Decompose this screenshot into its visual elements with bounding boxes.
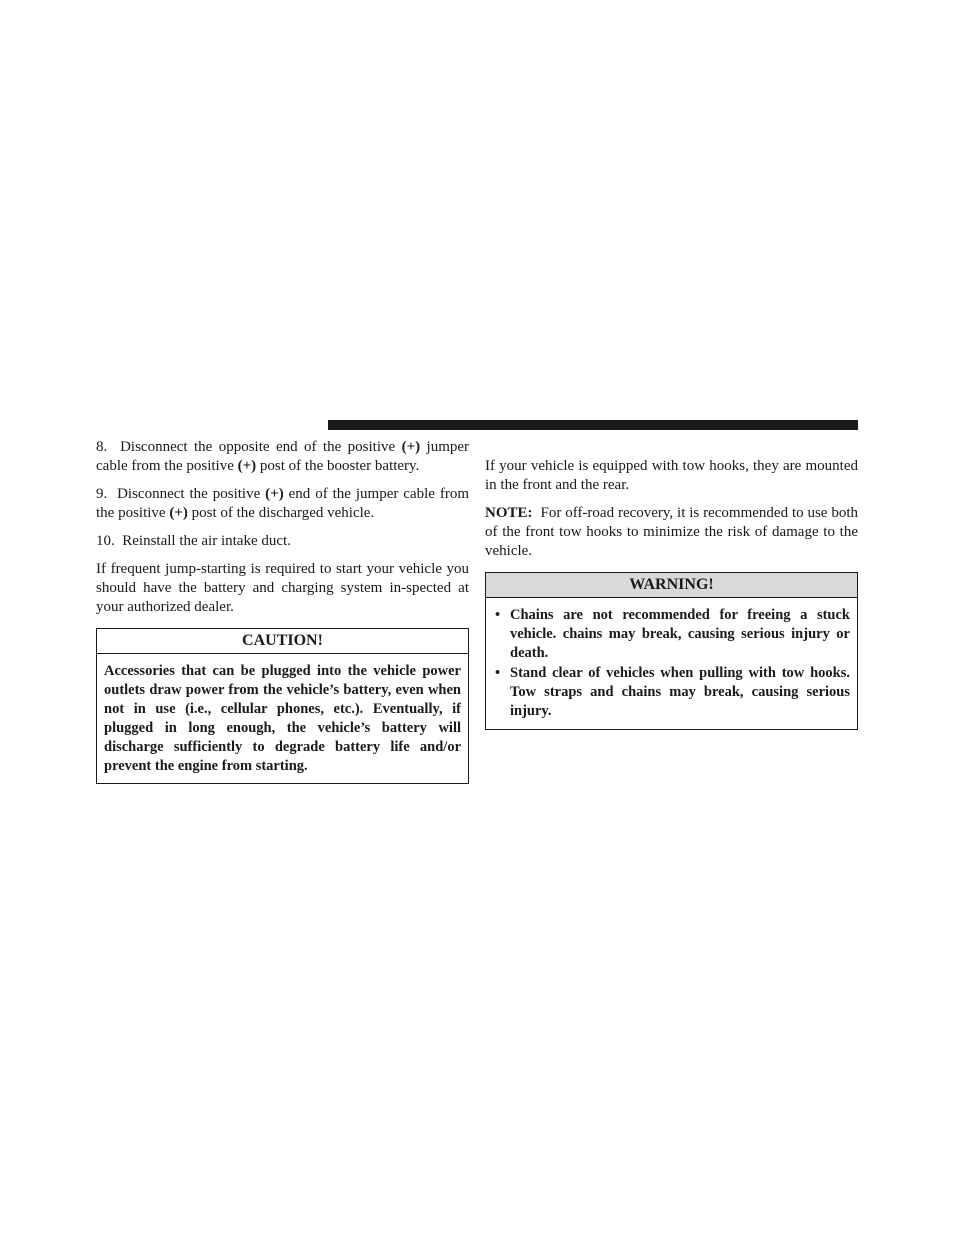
step-text: post of the discharged vehicle.: [191, 505, 375, 521]
caution-box: [96, 628, 469, 784]
step-text: Reinstall the air intake duct.: [122, 533, 291, 549]
step-10: [96, 532, 469, 551]
step-text: Disconnect the positive: [117, 486, 261, 502]
warning-item: [493, 664, 850, 721]
bullet-icon: •: [495, 607, 501, 623]
step-9: [96, 485, 469, 523]
left-column: [96, 438, 469, 784]
bullet-icon: •: [495, 665, 501, 681]
step-number: 10.: [96, 533, 115, 549]
body-paragraph: If frequent jump-starting is required to start your vehicle you should have the battery and charging system in-spected at your authorized dealer.: [96, 561, 469, 615]
warning-box: [485, 572, 858, 730]
step-8: [96, 438, 469, 476]
step-number: 9.: [96, 486, 108, 502]
note-label: NOTE:: [485, 505, 533, 521]
step-text: end of the jumper cable from the positive: [96, 486, 470, 521]
positive-symbol: (+): [169, 505, 188, 521]
right-column: [485, 457, 858, 730]
positive-symbol: (+): [265, 486, 284, 502]
step-number: 8.: [96, 439, 108, 455]
warning-title: WARNING!: [486, 573, 857, 598]
warning-item-text: Stand clear of vehicles when pulling with tow hooks. Tow straps and chains may break, causing serious injury.: [510, 665, 850, 719]
positive-symbol: (+): [237, 458, 257, 474]
section-header-bar: [328, 420, 858, 430]
positive-symbol: (+): [401, 439, 421, 455]
warning-body: [486, 598, 857, 729]
caution-title: CAUTION!: [97, 629, 468, 654]
step-text: Disconnect the opposite end of the positive: [120, 439, 396, 455]
note-paragraph: [485, 504, 858, 561]
note-text: For off-road recovery, it is recommended to use both of the front tow hooks to minimize the risk of damage to the vehicle.: [485, 505, 858, 559]
warning-item-text: Chains are not recommended for freeing a stuck vehicle. chains may break, causing serious injury or death.: [510, 607, 850, 661]
warning-list: [493, 606, 850, 721]
step-text: post of the booster battery.: [259, 458, 420, 474]
step-text: jumper cable from the positive: [96, 439, 470, 474]
warning-item: [493, 606, 850, 663]
caution-body: Accessories that can be plugged into the vehicle power outlets draw power from the vehicle’s battery, even when not in use (i.e., cellular phones, etc.). Eventually, if plugged in long enough, the vehicle’s battery will discharge sufficiently to degrade battery life and/or prevent the engine from starting.: [104, 663, 461, 774]
body-paragraph: If your vehicle is equipped with tow hooks, they are mounted in the front and the rear.: [485, 458, 858, 493]
